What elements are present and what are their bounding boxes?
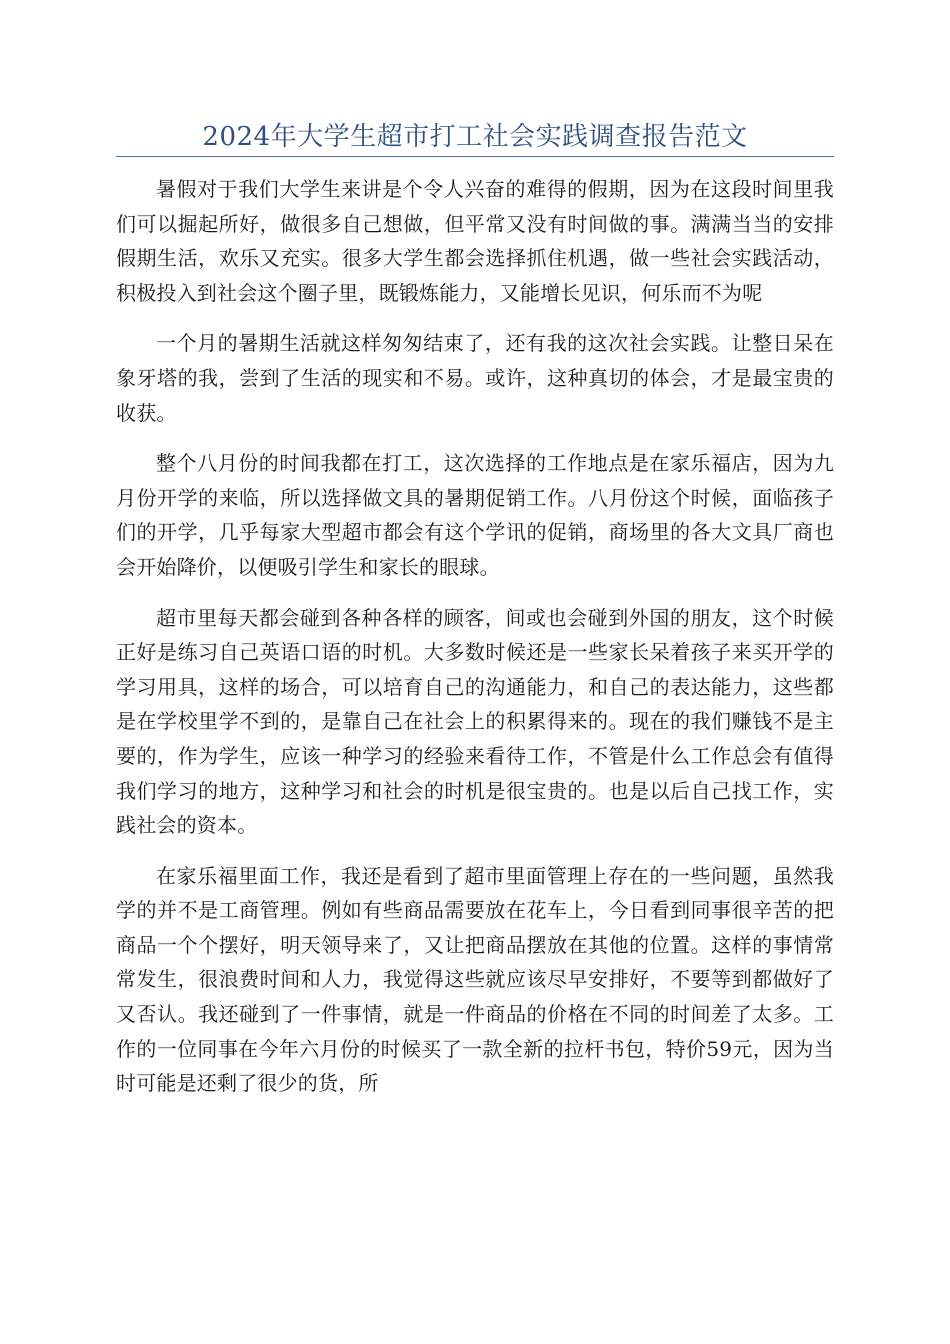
document-body xyxy=(116,172,834,1117)
paragraph-5: 在家乐福里面工作，我还是看到了超市里面管理上存在的一些问题，虽然我学的并不是工商管理。例如有些商品需要放在花车上，今日看到同事很辛苦的把商品一个个摆好，明天领导来了，又让把商品摆放在其他的位置。这样的事情常常发生，很浪费时间和人力，我觉得这些就应该尽早安排好，不要等到都做好了又否认。我还碰到了一件事情，就是一件商品的价格在不同的时间差了太多。工作的一位同事在今年六月份的时候买了一款全新的拉杆书包，特价59元，因为当时可能是还剩了很少的货，所 xyxy=(116,863,834,1096)
paragraph-2: 一个月的暑期生活就这样匆匆结束了，还有我的这次社会实践。让整日呆在象牙塔的我，尝到了生活的现实和不易。或许，这种真切的体会，才是最宝贵的收获。 xyxy=(116,331,834,425)
title-block xyxy=(116,110,834,157)
document-title: 2024年大学生超市打工社会实践调查报告范文 xyxy=(202,122,748,152)
paragraph-4: 超市里每天都会碰到各种各样的顾客，间或也会碰到外国的朋友，这个时候正好是练习自己英语口语的时机。大多数时候还是一些家长呆着孩子来买开学的学习用具，这样的场合，可以培育自己的沟通能力，和自己的表达能力，这些都是在学校里学不到的，是靠自己在社会上的积累得来的。现在的我们赚钱不是主要的，作为学生，应该一种学习的经验来看待工作，不管是什么工作总会有值得我们学习的地方，这种学习和社会的时机是很宝贵的。也是以后自己找工作，实践社会的资本。 xyxy=(116,605,834,838)
paragraph-1: 暑假对于我们大学生来讲是个令人兴奋的难得的假期，因为在这段时间里我们可以掘起所好，做很多自己想做，但平常又没有时间做的事。满满当当的安排假期生活，欢乐又充实。很多大学生都会选择抓住机遇，做一些社会实践活动，积极投入到社会这个圈子里，既锻炼能力，又能增长见识，何乐而不为呢 xyxy=(116,177,834,305)
paragraph-3: 整个八月份的时间我都在打工，这次选择的工作地点是在家乐福店，因为九月份开学的来临，所以选择做文具的暑期促销工作。八月份这个时候，面临孩子们的开学，几乎每家大型超市都会有这个学讯的促销，商场里的各大文具厂商也会开始降价，以便吸引学生和家长的眼球。 xyxy=(116,451,834,579)
